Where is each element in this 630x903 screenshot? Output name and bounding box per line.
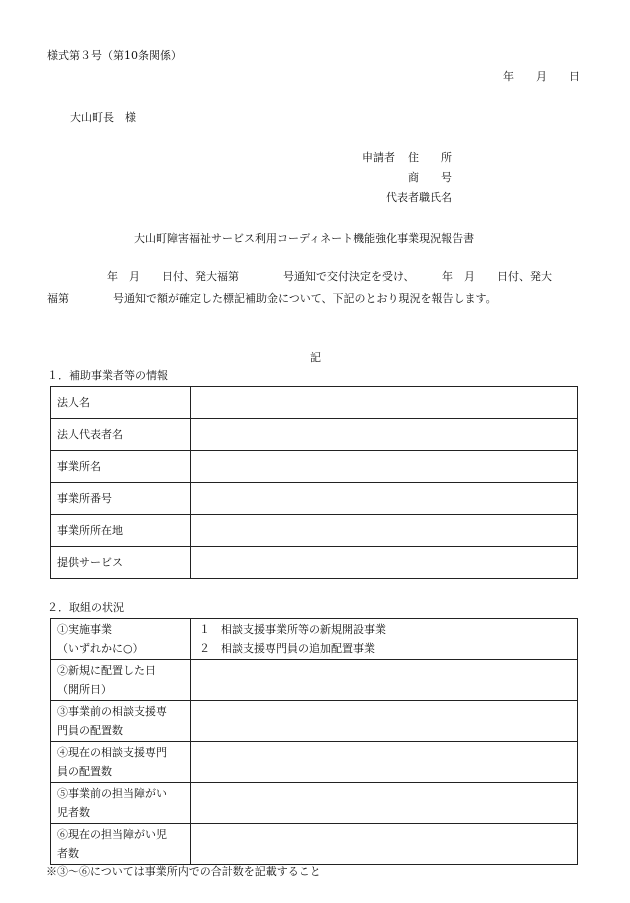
office-address-field[interactable] xyxy=(191,515,578,547)
form-number: 様式第３号（第10条関係） xyxy=(47,49,182,62)
footnote: ※③～⑥については事業所内での合計数を記載すること xyxy=(46,865,321,878)
table-row xyxy=(51,660,578,701)
table-row xyxy=(51,451,578,483)
row-label: 提供サービス xyxy=(51,547,191,579)
table-row xyxy=(51,515,578,547)
office-number-field[interactable] xyxy=(191,483,578,515)
corporate-representative-field[interactable] xyxy=(191,419,578,451)
office-name-field[interactable] xyxy=(191,451,578,483)
row-label: ①実施事業 （いずれかに○） xyxy=(51,619,191,660)
project-option-2[interactable]: ２ 相談支援専門員の追加配置事業 xyxy=(199,642,375,655)
table-row xyxy=(51,419,578,451)
body-line-2: 福第 号通知で額が確定した標記補助金について、下記のとおり現況を報告します。 xyxy=(47,292,497,305)
document-title: 大山町障害福祉サービス利用コーディネート機能強化事業現況報告書 xyxy=(134,232,475,245)
addressee: 大山町長 様 xyxy=(70,111,136,124)
clients-current-field[interactable] xyxy=(191,824,578,865)
table-row xyxy=(51,783,578,824)
applicant-trade-name-label: 商 号 xyxy=(408,171,452,184)
project-option-1[interactable]: １ 相談支援事業所等の新規開設事業 xyxy=(199,622,386,636)
staff-current-field[interactable] xyxy=(191,742,578,783)
provided-service-field[interactable] xyxy=(191,547,578,579)
table-row xyxy=(51,387,578,419)
row-label: ②新規に配置した日 （開所日） xyxy=(51,660,191,701)
row-label: 事業所所在地 xyxy=(51,515,191,547)
row-label: 法人代表者名 xyxy=(51,419,191,451)
report-date: 年 月 日 xyxy=(503,70,580,83)
table-row xyxy=(51,483,578,515)
staff-before-field[interactable] xyxy=(191,701,578,742)
ki-heading: 記 xyxy=(310,351,321,364)
body-line-1: 年 月 日付、発大福第 号通知で交付決定を受け、 年 月 日付、発大 xyxy=(107,270,553,283)
corporate-name-field[interactable] xyxy=(191,387,578,419)
applicant-address-label: 住 所 xyxy=(408,151,452,164)
table-row xyxy=(51,547,578,579)
table-row xyxy=(51,824,578,865)
new-assignment-date-field[interactable] xyxy=(191,660,578,701)
applicant-representative-label: 代表者職氏名 xyxy=(386,191,452,204)
table-row xyxy=(51,742,578,783)
row-label: ④現在の相談支援専門 員の配置数 xyxy=(51,742,191,783)
row-label: 法人名 xyxy=(51,387,191,419)
applicant-label: 申請者 xyxy=(362,151,395,164)
section2-heading: ２．取組の状況 xyxy=(47,601,124,614)
row-label: ⑤事業前の担当障がい 児者数 xyxy=(51,783,191,824)
initiative-status-table xyxy=(50,618,578,865)
row-label: ⑥現在の担当障がい児 者数 xyxy=(51,824,191,865)
row-label: ③事業前の相談支援専 門員の配置数 xyxy=(51,701,191,742)
section1-heading: １．補助事業者等の情報 xyxy=(47,369,168,382)
business-info-table xyxy=(50,386,578,579)
row-label: 事業所名 xyxy=(51,451,191,483)
table-row xyxy=(51,701,578,742)
implemented-project-field[interactable] xyxy=(191,619,578,660)
clients-before-field[interactable] xyxy=(191,783,578,824)
table-row xyxy=(51,619,578,660)
row-label: 事業所番号 xyxy=(51,483,191,515)
